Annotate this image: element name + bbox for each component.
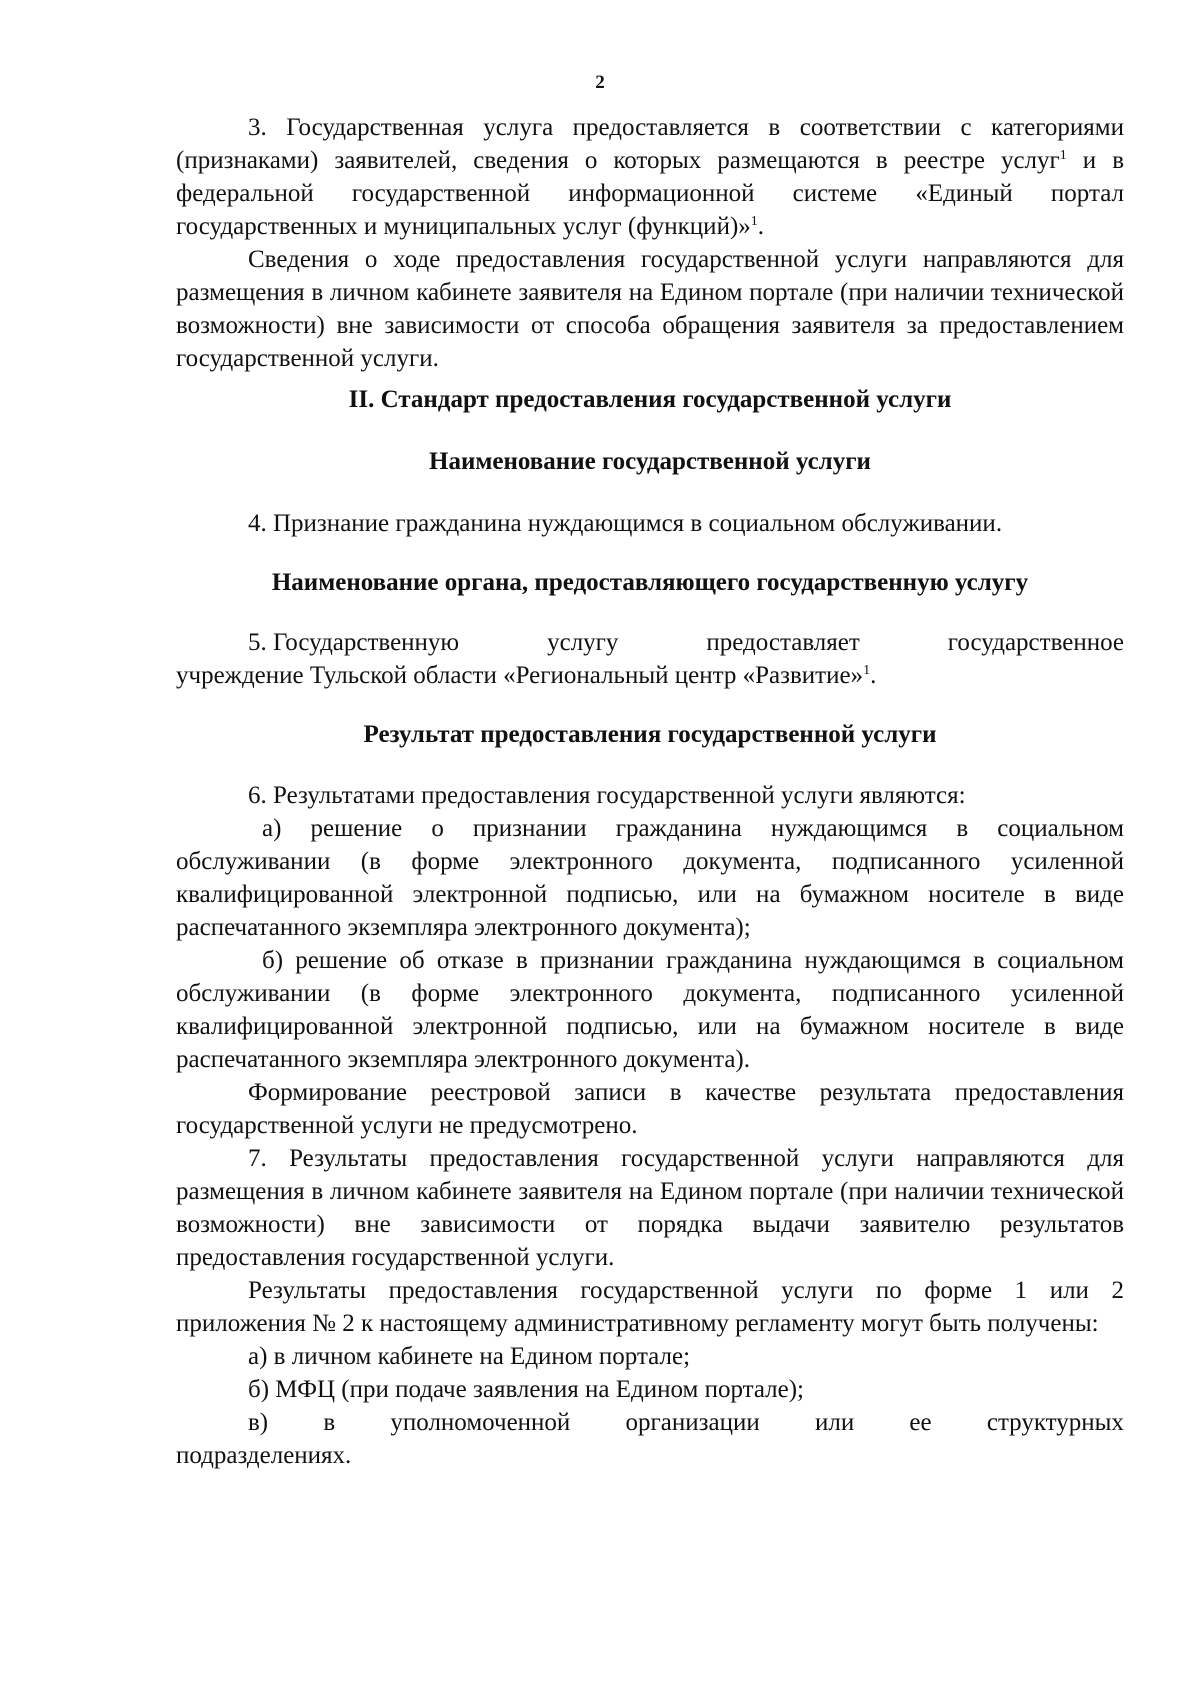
word: ее — [909, 1409, 932, 1436]
list-item-v-end: подразделениях. — [176, 1442, 352, 1469]
word: услугу — [547, 629, 619, 656]
paragraph-3-text-cont: и в федеральной государственной информационной системе «Единый портал государственных и муниципальных услуг (функций)» — [176, 147, 1124, 240]
word: или — [814, 1409, 855, 1436]
word: в) — [248, 1409, 269, 1436]
list-item-b: б) МФЦ (при подаче заявления на Едином портале); — [248, 1376, 805, 1403]
paragraph-3 — [176, 111, 1124, 243]
list-item-v — [176, 1406, 1124, 1439]
heading-result: Результат предоставления государственной услуги — [363, 721, 937, 748]
paragraph-5-line-1 — [176, 626, 1124, 659]
paragraph-5-line-2 — [176, 659, 1124, 692]
word: структурных — [986, 1409, 1124, 1436]
section-results — [176, 779, 1124, 1472]
footnote-mark: 1 — [1059, 148, 1067, 163]
result-item-a: а) решение о признании гражданина нуждающимся в социальном обслуживании (в форме электронного документа, подписанного усиленной квалифицированной электронной подписью, или на бумажном носителе в виде распечатанного экземпляра электронного документа); — [176, 815, 1124, 941]
paragraph-3-end: . — [757, 213, 765, 240]
paragraph-results-form: Результаты предоставления государственной услуги по форме 1 или 2 приложения № 2 к настоящему административному регламенту могут быть получены: — [176, 1277, 1124, 1337]
paragraph-progress-info: Сведения о ходе предоставления государственной услуги направляются для размещения в личном кабинете заявителя на Едином портале (при наличии технической возможности) вне зависимости от способа обращения заявителя за предоставлением государственной услуги. — [176, 246, 1124, 372]
page-number: 2 — [595, 72, 605, 93]
word: 5. Государственную — [248, 629, 460, 656]
footnote-mark: 1 — [750, 214, 758, 229]
footnote-mark: 1 — [863, 663, 871, 678]
paragraph-6: 6. Результатами предоставления государственной услуги являются: — [248, 782, 966, 809]
word: организации — [625, 1409, 760, 1436]
paragraph-5-text: учреждение Тульской области «Региональный центр «Развитие» — [176, 662, 864, 689]
paragraph-4: 4. Признание гражданина нуждающимся в социальном обслуживании. — [248, 510, 1003, 537]
heading-section-2: II. Стандарт предоставления государственной услуги — [348, 386, 952, 413]
paragraph-7: 7. Результаты предоставления государственной услуги направляются для размещения в личном кабинете заявителя на Едином портале (при наличии технической возможности) вне зависимости от порядка выдачи заявителю результатов предоставления государственной услуги. — [176, 1145, 1124, 1271]
section-intro — [176, 111, 1124, 375]
result-item-b: б) решение об отказе в признании гражданина нуждающимся в социальном обслуживании (в форме электронного документа, подписанного усиленной квалифицированной электронной подписью, или на бумажном носителе в виде распечатанного экземпляра электронного документа). — [176, 947, 1124, 1073]
paragraph-5 — [176, 626, 1124, 692]
paragraph-5-end: . — [870, 662, 877, 689]
word: в — [323, 1409, 336, 1436]
paragraph-3-text: 3. Государственная услуга предоставляется в соответствии с категориями (признаками) заявителей, сведения о которых размещаются в реестре услуг — [176, 114, 1124, 174]
word: уполномоченной — [390, 1409, 571, 1436]
word: государственное — [947, 629, 1124, 656]
list-item-a: а) в личном кабинете на Едином портале; — [248, 1343, 691, 1370]
word: предоставляет — [706, 629, 860, 656]
paragraph-registry: Формирование реестровой записи в качестве результата предоставления государственной услуги не предусмотрено. — [176, 1079, 1124, 1139]
paragraph-4-block — [176, 507, 1124, 540]
heading-service-name: Наименование государственной услуги — [429, 448, 871, 475]
heading-organ: Наименование органа, предоставляющего государственную услугу — [271, 569, 1029, 596]
